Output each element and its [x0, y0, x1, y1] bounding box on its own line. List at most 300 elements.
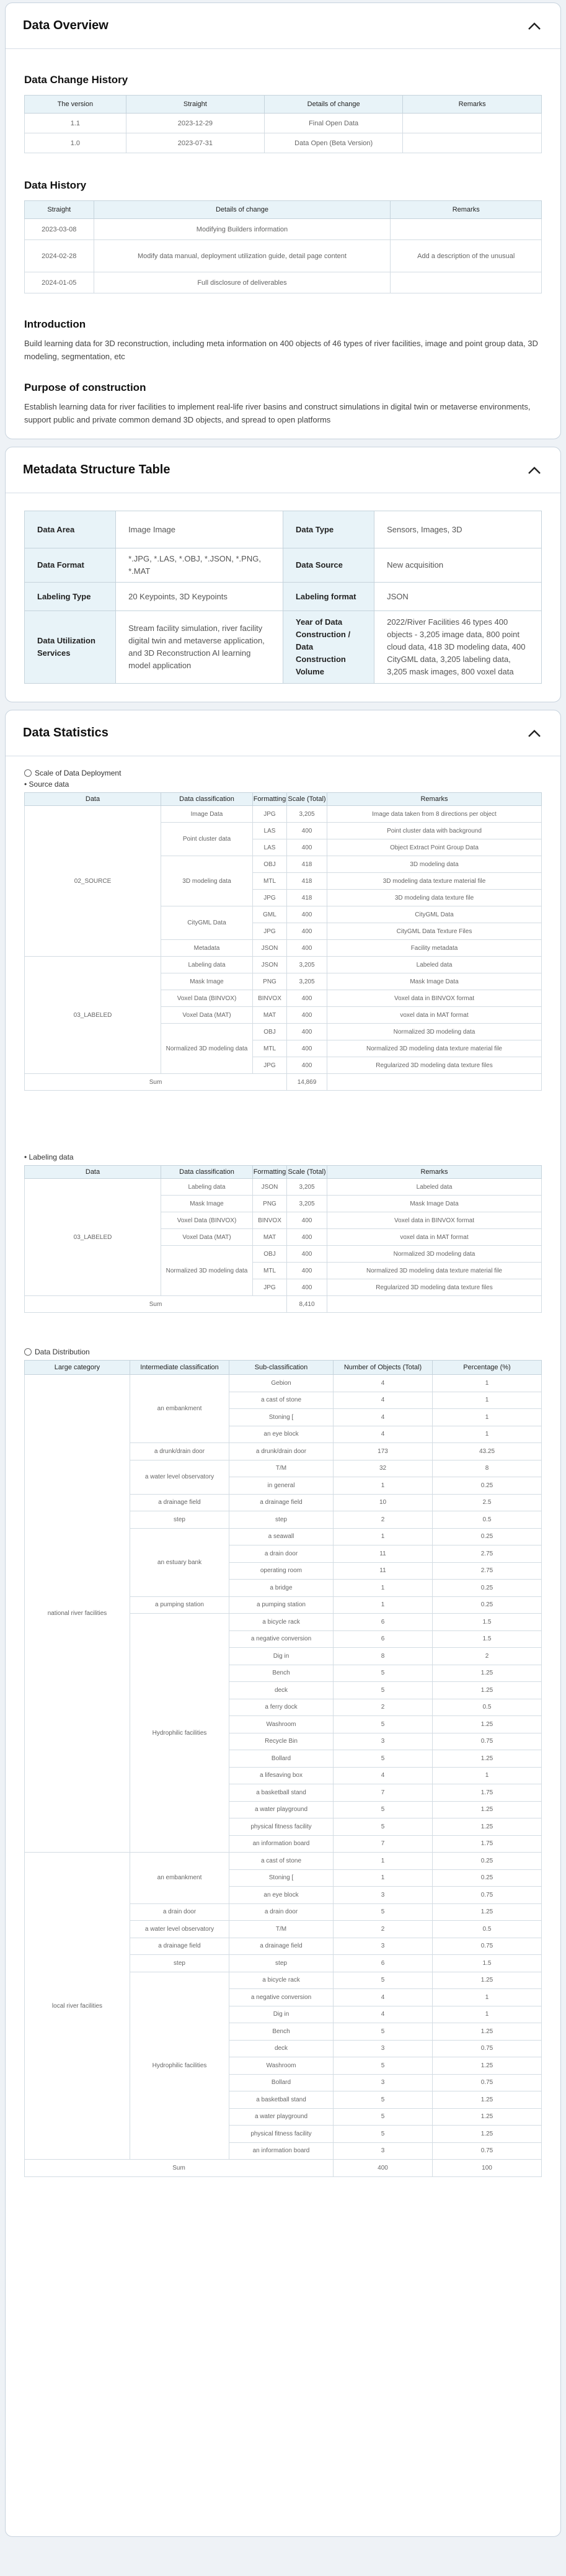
- remarks-cell: voxel data in MAT format: [327, 1007, 542, 1024]
- percent-cell: 1.5: [433, 1955, 542, 1972]
- count-cell: 4: [334, 2006, 433, 2023]
- metadata-label: Data Area: [25, 511, 116, 548]
- metadata-label: Year of Data Construction / Data Construction Volume: [283, 611, 374, 684]
- count-cell: 5: [334, 1903, 433, 1921]
- scale-title: Scale of Data Deployment: [24, 769, 542, 777]
- scale-cell: 3,205: [287, 806, 327, 823]
- intermediate-cell: a water level observatory: [130, 1921, 229, 1938]
- distribution-table: [24, 1360, 542, 2177]
- format-cell: GML: [253, 906, 287, 923]
- count-cell: 5: [334, 2057, 433, 2075]
- remarks-cell: 3D modeling data texture material file: [327, 873, 542, 890]
- classification-cell: Mask Image: [161, 1196, 253, 1212]
- classification-cell: Point cluster data: [161, 823, 253, 856]
- classification-cell: Voxel Data (MAT): [161, 1229, 253, 1246]
- metadata-value: 20 Keypoints, 3D Keypoints: [116, 583, 283, 611]
- remarks-cell: Regularized 3D modeling data texture files: [327, 1279, 542, 1296]
- intermediate-cell: Hydrophilic facilities: [130, 1972, 229, 2160]
- metadata-label: Data Source: [283, 548, 374, 583]
- count-cell: 5: [334, 2091, 433, 2109]
- count-cell: 1: [334, 1477, 433, 1495]
- count-cell: 5: [334, 1716, 433, 1733]
- column-header: Remarks: [391, 201, 542, 219]
- percent-cell: 1.25: [433, 2126, 542, 2143]
- sub-class-cell: an eye block: [229, 1887, 334, 1904]
- table-row: [25, 806, 542, 823]
- remarks-cell: Normalized 3D modeling data texture material file: [327, 1040, 542, 1057]
- remarks-cell: Facility metadata: [327, 940, 542, 957]
- source-data-table: [24, 792, 542, 1091]
- metadata-value: Stream facility simulation, river facility digital twin and metaverse application, and 3D Reconstruction AI learning model application: [116, 611, 283, 684]
- sub-class-cell: Gebion: [229, 1375, 334, 1392]
- percent-cell: 0.5: [433, 1921, 542, 1938]
- column-header: Number of Objects (Total): [334, 1361, 433, 1375]
- intermediate-cell: a drainage field: [130, 1938, 229, 1955]
- classification-cell: Normalized 3D modeling data: [161, 1246, 253, 1296]
- sub-class-cell: a drunk/drain door: [229, 1443, 334, 1460]
- format-cell: OBJ: [253, 1024, 287, 1040]
- sub-class-cell: a drainage field: [229, 1938, 334, 1955]
- percent-cell: 0.75: [433, 2074, 542, 2091]
- circle-bullet-icon: [24, 769, 32, 777]
- column-header: Large category: [25, 1361, 130, 1375]
- scale-cell: 418: [287, 856, 327, 873]
- format-cell: JSON: [253, 957, 287, 973]
- table-row: [25, 219, 542, 240]
- format-cell: JPG: [253, 923, 287, 940]
- sub-class-cell: Recycle Bin: [229, 1733, 334, 1750]
- percent-cell: 1.5: [433, 1614, 542, 1631]
- remarks-cell: Mask Image Data: [327, 973, 542, 990]
- percent-cell: 8: [433, 1460, 542, 1477]
- sub-class-cell: a drain door: [229, 1545, 334, 1563]
- remarks-cell: CityGML Data Texture Files: [327, 923, 542, 940]
- column-header: Data classification: [161, 1166, 253, 1179]
- sub-class-cell: a cast of stone: [229, 1392, 334, 1409]
- data-overview-title: Data Overview: [23, 19, 108, 32]
- percent-cell: 1.25: [433, 1818, 542, 1836]
- count-cell: 5: [334, 1972, 433, 1989]
- count-cell: 5: [334, 2126, 433, 2143]
- table-cell: 1.1: [25, 114, 126, 133]
- count-cell: 7: [334, 1835, 433, 1853]
- scale-cell: 400: [287, 1040, 327, 1057]
- sub-class-cell: a drain door: [229, 1903, 334, 1921]
- format-cell: MAT: [253, 1229, 287, 1246]
- classification-cell: Image Data: [161, 806, 253, 823]
- column-header: Remarks: [327, 793, 542, 806]
- sub-class-cell: Bench: [229, 1665, 334, 1682]
- remarks-cell: Labeled data: [327, 957, 542, 973]
- format-cell: MTL: [253, 1263, 287, 1279]
- count-cell: 4: [334, 1767, 433, 1784]
- sum-row: [25, 1296, 542, 1313]
- scale-cell: 400: [287, 823, 327, 839]
- percent-cell: 1.25: [433, 2023, 542, 2041]
- classification-cell: 3D modeling data: [161, 856, 253, 906]
- remarks-cell: Voxel data in BINVOX format: [327, 1212, 542, 1229]
- scale-cell: 3,205: [287, 1179, 327, 1196]
- table-cell: 2023-12-29: [126, 114, 264, 133]
- scale-cell: 400: [287, 1246, 327, 1263]
- sub-class-cell: step: [229, 1511, 334, 1529]
- scale-cell: 400: [287, 1212, 327, 1229]
- metadata-row: [25, 611, 542, 684]
- metadata-row: [25, 511, 542, 548]
- metadata-value: Sensors, Images, 3D: [374, 511, 542, 548]
- sub-class-cell: a bridge: [229, 1580, 334, 1597]
- column-header: Intermediate classification: [130, 1361, 229, 1375]
- header-row: [25, 1361, 542, 1375]
- percent-cell: 43.25: [433, 1443, 542, 1460]
- format-cell: OBJ: [253, 856, 287, 873]
- count-cell: 6: [334, 1630, 433, 1648]
- percent-cell: 0.25: [433, 1528, 542, 1545]
- count-cell: 5: [334, 1818, 433, 1836]
- table-cell: 1.0: [25, 133, 126, 153]
- scale-cell: 418: [287, 873, 327, 890]
- metadata-value: New acquisition: [374, 548, 542, 583]
- count-cell: 1: [334, 1596, 433, 1614]
- sum-label: Sum: [25, 1074, 287, 1091]
- count-cell: 7: [334, 1784, 433, 1802]
- percent-cell: 1.75: [433, 1784, 542, 1802]
- purpose-heading: Purpose of construction: [24, 382, 146, 393]
- intermediate-cell: an embankment: [130, 1375, 229, 1443]
- sub-class-cell: T/M: [229, 1921, 334, 1938]
- sub-class-cell: Washroom: [229, 2057, 334, 2075]
- percent-cell: 1.25: [433, 1801, 542, 1818]
- count-cell: 8: [334, 1648, 433, 1665]
- count-cell: 1: [334, 1853, 433, 1870]
- data-statistics-card: [5, 710, 561, 2537]
- sub-class-cell: Bollard: [229, 1750, 334, 1768]
- scale-cell: 3,205: [287, 973, 327, 990]
- count-cell: 5: [334, 1801, 433, 1818]
- percent-cell: 1.25: [433, 2057, 542, 2075]
- scale-cell: 400: [287, 1279, 327, 1296]
- sub-class-cell: a basketball stand: [229, 1784, 334, 1802]
- count-cell: 11: [334, 1562, 433, 1580]
- chevron-up-icon[interactable]: [526, 17, 543, 35]
- percent-cell: 1: [433, 1767, 542, 1784]
- table-row: [25, 1853, 542, 1870]
- intermediate-cell: a drain door: [130, 1903, 229, 1921]
- remarks-cell: Labeled data: [327, 1179, 542, 1196]
- remarks-cell: voxel data in MAT format: [327, 1229, 542, 1246]
- count-cell: 5: [334, 2023, 433, 2041]
- chevron-up-icon[interactable]: [526, 462, 543, 479]
- empty-cell: [327, 1296, 542, 1313]
- column-header: Percentage (%): [433, 1361, 542, 1375]
- count-cell: 6: [334, 1955, 433, 1972]
- count-cell: 1: [334, 1869, 433, 1887]
- sub-class-cell: step: [229, 1955, 334, 1972]
- percent-cell: 0.25: [433, 1477, 542, 1495]
- metadata-title: Metadata Structure Table: [23, 463, 170, 476]
- percent-cell: 1.25: [433, 1903, 542, 1921]
- count-cell: 6: [334, 1614, 433, 1631]
- count-cell: 4: [334, 1409, 433, 1426]
- classification-cell: CityGML Data: [161, 906, 253, 940]
- sum-label: Sum: [25, 2160, 334, 2177]
- format-cell: JPG: [253, 806, 287, 823]
- percent-cell: 1: [433, 1392, 542, 1409]
- sum-label: Sum: [25, 1296, 287, 1313]
- percent-cell: 1: [433, 1989, 542, 2006]
- intermediate-cell: a drainage field: [130, 1494, 229, 1511]
- sub-class-cell: a seawall: [229, 1528, 334, 1545]
- table-cell: Final Open Data: [264, 114, 402, 133]
- scale-cell: 3,205: [287, 957, 327, 973]
- metadata-label: Data Utilization Services: [25, 611, 116, 684]
- table-cell: 2024-01-05: [25, 272, 94, 293]
- percent-cell: 0.25: [433, 1580, 542, 1597]
- remarks-cell: Mask Image Data: [327, 1196, 542, 1212]
- percent-cell: 1.25: [433, 1682, 542, 1699]
- metadata-card: [5, 447, 561, 702]
- metadata-value: Image Image: [116, 511, 283, 548]
- sub-class-cell: deck: [229, 1682, 334, 1699]
- count-cell: 2: [334, 1921, 433, 1938]
- column-header: Formatting: [253, 793, 287, 806]
- intermediate-cell: an estuary bank: [130, 1528, 229, 1596]
- remarks-cell: Image data taken from 8 directions per object: [327, 806, 542, 823]
- sub-class-cell: Stoning [: [229, 1869, 334, 1887]
- table-row: [25, 240, 542, 272]
- circle-bullet-icon: [24, 1348, 32, 1356]
- percent-cell: 1.75: [433, 1835, 542, 1853]
- sub-class-cell: Stoning [: [229, 1409, 334, 1426]
- metadata-label: Data Type: [283, 511, 374, 548]
- sub-class-cell: a water playground: [229, 2108, 334, 2126]
- percent-cell: 2.75: [433, 1562, 542, 1580]
- sub-class-cell: a cast of stone: [229, 1853, 334, 1870]
- change-history-table: [24, 95, 542, 153]
- count-cell: 173: [334, 1443, 433, 1460]
- sum-count: 400: [334, 2160, 433, 2177]
- count-cell: 4: [334, 1426, 433, 1443]
- data-history-heading: Data History: [24, 179, 87, 191]
- data-history-table: [24, 200, 542, 293]
- column-header: Remarks: [403, 96, 542, 114]
- table-row: [25, 133, 542, 153]
- table-cell: Add a description of the unusual: [391, 240, 542, 272]
- data-group-cell: 03_LABELED: [25, 957, 161, 1074]
- table-cell: Data Open (Beta Version): [264, 133, 402, 153]
- format-cell: MTL: [253, 1040, 287, 1057]
- table-row: [25, 114, 542, 133]
- format-cell: JPG: [253, 1279, 287, 1296]
- classification-cell: Mask Image: [161, 973, 253, 990]
- percent-cell: 1.25: [433, 1750, 542, 1768]
- count-cell: 3: [334, 1733, 433, 1750]
- column-header: Details of change: [94, 201, 391, 219]
- scale-cell: 418: [287, 890, 327, 906]
- remarks-cell: Normalized 3D modeling data: [327, 1024, 542, 1040]
- remarks-cell: Object Extract Point Group Data: [327, 839, 542, 856]
- data-overview-header[interactable]: [6, 3, 560, 49]
- sub-class-cell: a drainage field: [229, 1494, 334, 1511]
- column-header: Data: [25, 793, 161, 806]
- intermediate-cell: step: [130, 1955, 229, 1972]
- percent-cell: 0.75: [433, 2040, 542, 2057]
- percent-cell: 2.5: [433, 1494, 542, 1511]
- metadata-table: [24, 511, 542, 684]
- count-cell: 3: [334, 2074, 433, 2091]
- table-cell: 2023-03-08: [25, 219, 94, 240]
- percent-cell: 2.75: [433, 1545, 542, 1563]
- table-cell: Modifying Builders information: [94, 219, 391, 240]
- count-cell: 4: [334, 1392, 433, 1409]
- change-history-heading: Data Change History: [24, 74, 128, 86]
- sub-class-cell: a lifesaving box: [229, 1767, 334, 1784]
- sub-class-cell: in general: [229, 1477, 334, 1495]
- large-category-cell: national river facilities: [25, 1375, 130, 1853]
- sum-row: [25, 2160, 542, 2177]
- sub-class-cell: Washroom: [229, 1716, 334, 1733]
- table-cell: Modify data manual, deployment utilization guide, detail page content: [94, 240, 391, 272]
- percent-cell: 1.25: [433, 2091, 542, 2109]
- table-cell: Full disclosure of deliverables: [94, 272, 391, 293]
- remarks-cell: Voxel data in BINVOX format: [327, 990, 542, 1007]
- header-row: [25, 793, 542, 806]
- metadata-label: Labeling format: [283, 583, 374, 611]
- sub-class-cell: physical fitness facility: [229, 2126, 334, 2143]
- count-cell: 2: [334, 1511, 433, 1529]
- sum-row: [25, 1074, 542, 1091]
- sub-class-cell: an information board: [229, 1835, 334, 1853]
- remarks-cell: CityGML Data: [327, 906, 542, 923]
- count-cell: 4: [334, 1989, 433, 2006]
- percent-cell: 0.75: [433, 1938, 542, 1955]
- chevron-up-icon[interactable]: [526, 725, 543, 742]
- sub-class-cell: physical fitness facility: [229, 1818, 334, 1836]
- count-cell: 32: [334, 1460, 433, 1477]
- format-cell: OBJ: [253, 1246, 287, 1263]
- format-cell: BINVOX: [253, 1212, 287, 1229]
- column-header: Remarks: [327, 1166, 542, 1179]
- classification-cell: Normalized 3D modeling data: [161, 1024, 253, 1074]
- metadata-header[interactable]: [6, 447, 560, 493]
- sub-class-cell: a ferry dock: [229, 1699, 334, 1716]
- sub-class-cell: a negative conversion: [229, 1989, 334, 2006]
- classification-cell: Metadata: [161, 940, 253, 957]
- metadata-value: *.JPG, *.LAS, *.OBJ, *.JSON, *.PNG, *.MAT: [116, 548, 283, 583]
- count-cell: 2: [334, 1699, 433, 1716]
- classification-cell: Voxel Data (MAT): [161, 1007, 253, 1024]
- scale-cell: 400: [287, 1057, 327, 1074]
- intermediate-cell: step: [130, 1511, 229, 1529]
- header-row: [25, 1166, 542, 1179]
- intermediate-cell: an embankment: [130, 1853, 229, 1904]
- sub-class-cell: Dig in: [229, 1648, 334, 1665]
- remarks-cell: Normalized 3D modeling data texture material file: [327, 1263, 542, 1279]
- percent-cell: 1.25: [433, 1716, 542, 1733]
- format-cell: MAT: [253, 1007, 287, 1024]
- remarks-cell: Regularized 3D modeling data texture files: [327, 1057, 542, 1074]
- format-cell: JPG: [253, 1057, 287, 1074]
- sub-class-cell: a basketball stand: [229, 2091, 334, 2109]
- percent-cell: 0.5: [433, 1511, 542, 1529]
- table-cell: [403, 114, 542, 133]
- sub-class-cell: a water playground: [229, 1801, 334, 1818]
- column-header: Details of change: [264, 96, 402, 114]
- table-cell: [403, 133, 542, 153]
- table-row: [25, 1375, 542, 1392]
- scale-cell: 400: [287, 1229, 327, 1246]
- percent-cell: 1.25: [433, 1665, 542, 1682]
- scale-cell: 400: [287, 1007, 327, 1024]
- count-cell: 5: [334, 1750, 433, 1768]
- data-statistics-header[interactable]: [6, 710, 560, 756]
- scale-cell: 400: [287, 1024, 327, 1040]
- empty-cell: [327, 1074, 542, 1091]
- intermediate-cell: Hydrophilic facilities: [130, 1614, 229, 1853]
- count-cell: 3: [334, 2142, 433, 2160]
- sub-class-cell: operating room: [229, 1562, 334, 1580]
- table-row: [25, 272, 542, 293]
- labeling-data-title: • Labeling data: [24, 1153, 74, 1161]
- count-cell: 10: [334, 1494, 433, 1511]
- table-row: [25, 957, 542, 973]
- percent-cell: 1: [433, 1426, 542, 1443]
- distribution-title: Data Distribution: [24, 1348, 542, 1356]
- percent-cell: 1.25: [433, 1972, 542, 1989]
- percent-cell: 1.5: [433, 1630, 542, 1648]
- data-group-cell: 02_SOURCE: [25, 806, 161, 957]
- sub-class-cell: a bicycle rack: [229, 1972, 334, 1989]
- scale-cell: 400: [287, 923, 327, 940]
- classification-cell: Voxel Data (BINVOX): [161, 1212, 253, 1229]
- sum-value: 14,869: [287, 1074, 327, 1091]
- classification-cell: Voxel Data (BINVOX): [161, 990, 253, 1007]
- format-cell: PNG: [253, 973, 287, 990]
- column-header: Sub-classification: [229, 1361, 334, 1375]
- count-cell: 5: [334, 1665, 433, 1682]
- format-cell: MTL: [253, 873, 287, 890]
- format-cell: LAS: [253, 839, 287, 856]
- metadata-label: Labeling Type: [25, 583, 116, 611]
- sub-class-cell: Bench: [229, 2023, 334, 2041]
- sub-class-cell: an eye block: [229, 1426, 334, 1443]
- introduction-heading: Introduction: [24, 318, 86, 330]
- percent-cell: 0.75: [433, 1887, 542, 1904]
- intermediate-cell: a drunk/drain door: [130, 1443, 229, 1460]
- count-cell: 11: [334, 1545, 433, 1563]
- count-cell: 4: [334, 1375, 433, 1392]
- format-cell: LAS: [253, 823, 287, 839]
- sub-class-cell: deck: [229, 2040, 334, 2057]
- table-cell: 2023-07-31: [126, 133, 264, 153]
- scale-cell: 400: [287, 906, 327, 923]
- metadata-row: [25, 583, 542, 611]
- table-row: [25, 1179, 542, 1196]
- percent-cell: 0.25: [433, 1596, 542, 1614]
- format-cell: PNG: [253, 1196, 287, 1212]
- percent-cell: 0.75: [433, 1733, 542, 1750]
- sub-class-cell: Dig in: [229, 2006, 334, 2023]
- table-cell: [391, 272, 542, 293]
- percent-cell: 1: [433, 1375, 542, 1392]
- percent-cell: 0.5: [433, 1699, 542, 1716]
- metadata-row: [25, 548, 542, 583]
- metadata-value: JSON: [374, 583, 542, 611]
- format-cell: JSON: [253, 1179, 287, 1196]
- intermediate-cell: a water level observatory: [130, 1460, 229, 1494]
- metadata-value: 2022/River Facilities 46 types 400 objects - 3,205 image data, 800 point cloud data, 418 3D modeling data, 400 CityGML data, 3,205 labeling data, 3,205 mask images, 800 voxel data: [374, 611, 542, 684]
- sum-percent: 100: [433, 2160, 542, 2177]
